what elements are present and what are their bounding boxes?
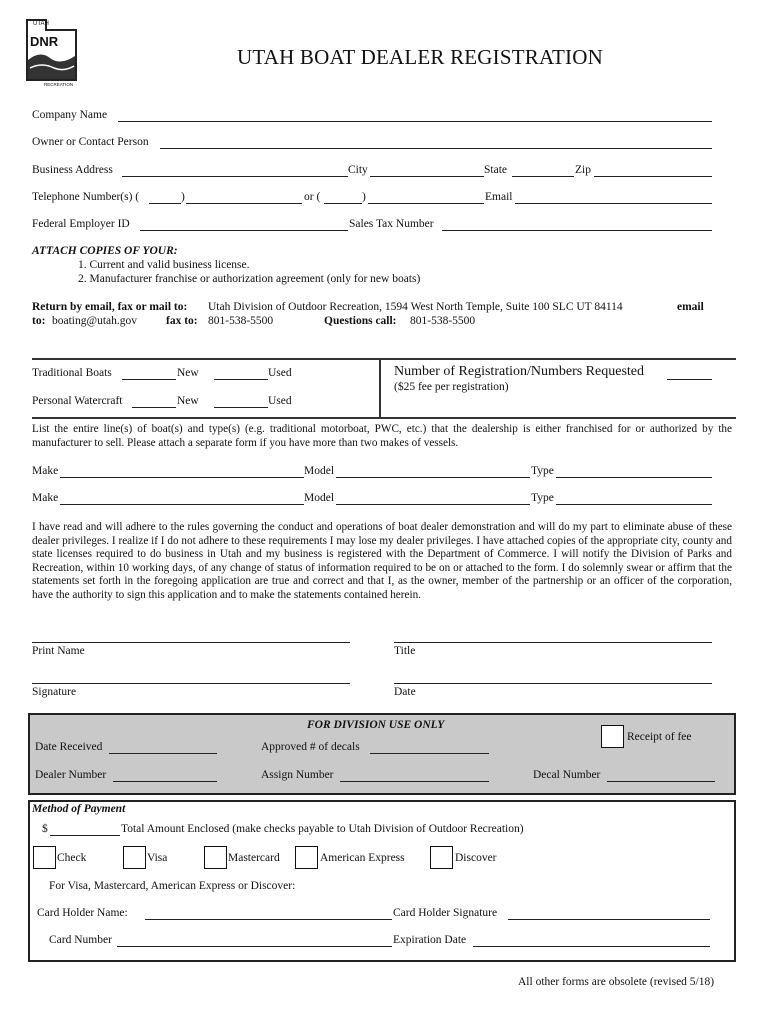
telephone2-field[interactable] bbox=[368, 203, 484, 204]
model-field-2[interactable] bbox=[336, 504, 530, 505]
decal-number-field[interactable] bbox=[607, 781, 715, 782]
return-address: Utah Division of Outdoor Recreation, 1594 West North Temple, Suite 100 SLC UT 84114 bbox=[208, 301, 623, 313]
return-lead: Return by email, fax or mail to: bbox=[32, 301, 188, 313]
discover-label: Discover bbox=[455, 852, 497, 864]
telephone-label: Telephone Number(s) ( bbox=[32, 191, 140, 203]
city-label: City bbox=[348, 164, 368, 176]
dnr-logo bbox=[24, 16, 80, 88]
assign-number-field[interactable] bbox=[340, 781, 489, 782]
return-email[interactable]: boating@utah.gov bbox=[52, 315, 138, 327]
make-field-2[interactable] bbox=[60, 504, 304, 505]
section-vertical-divider bbox=[379, 360, 381, 418]
dollar-sign: $ bbox=[42, 823, 48, 835]
logo-bottom-text: RECREATION bbox=[44, 82, 74, 87]
total-amount-field[interactable] bbox=[50, 835, 120, 836]
attach-item-1: 1. Current and valid business license. bbox=[78, 259, 250, 271]
card-holder-field[interactable] bbox=[145, 919, 392, 920]
visa-checkbox[interactable] bbox=[123, 846, 146, 869]
check-checkbox[interactable] bbox=[33, 846, 56, 869]
traditional-used-label: Used bbox=[268, 367, 292, 379]
american-express-label: American Express bbox=[320, 852, 405, 864]
telephone-area-field[interactable] bbox=[149, 203, 181, 204]
numbers-requested-label: Number of Registration/Numbers Requested bbox=[394, 364, 645, 379]
decal-number-label: Decal Number bbox=[533, 769, 601, 781]
owner-label: Owner or Contact Person bbox=[32, 136, 149, 148]
city-field[interactable] bbox=[370, 176, 484, 177]
pwc-used-field[interactable] bbox=[214, 407, 268, 408]
boat-lines-instructions: List the entire line(s) of boat(s) and type(s) (e.g. traditional motorboat, PWC, etc.) that the dealership is either franchised for or authorized by the manufacturer to sell. Please attach a separate form if you have more than two makes of vessels. bbox=[32, 423, 732, 449]
zip-label: Zip bbox=[575, 164, 591, 176]
sales-tax-label: Sales Tax Number bbox=[349, 218, 434, 230]
make-label-2: Make bbox=[32, 492, 59, 504]
make-label-1: Make bbox=[32, 465, 59, 477]
questions-label: Questions call: bbox=[324, 315, 397, 327]
approved-label: Approved # of decals bbox=[261, 741, 360, 753]
business-address-field[interactable] bbox=[122, 176, 348, 177]
discover-checkbox[interactable] bbox=[430, 846, 453, 869]
expiration-field[interactable] bbox=[473, 946, 710, 947]
telephone-field[interactable] bbox=[186, 203, 302, 204]
assign-number-label: Assign Number bbox=[261, 769, 334, 781]
model-label-1: Model bbox=[304, 465, 335, 477]
mastercard-label: Mastercard bbox=[228, 852, 280, 864]
federal-id-field[interactable] bbox=[140, 230, 348, 231]
logo-top-text: UTAH bbox=[33, 21, 49, 27]
fax-label: fax to: bbox=[166, 315, 198, 327]
email-label: Email bbox=[485, 191, 513, 203]
telephone2-close-paren: ) bbox=[362, 191, 366, 203]
signature-label: Signature bbox=[32, 686, 77, 698]
footer-note: All other forms are obsolete (revised 5/18) bbox=[518, 976, 715, 988]
state-field[interactable] bbox=[512, 176, 574, 177]
company-name-label: Company Name bbox=[32, 109, 108, 121]
visa-label: Visa bbox=[147, 852, 168, 864]
email-field[interactable] bbox=[515, 203, 712, 204]
print-name-label: Print Name bbox=[32, 645, 85, 657]
federal-id-label: Federal Employer ID bbox=[32, 218, 130, 230]
or-label: or ( bbox=[304, 191, 321, 203]
approved-field[interactable] bbox=[370, 753, 489, 754]
date-label: Date bbox=[394, 686, 416, 698]
card-signature-label: Card Holder Signature bbox=[393, 907, 498, 919]
pwc-used-label: Used bbox=[268, 395, 292, 407]
date-received-label: Date Received bbox=[35, 741, 103, 753]
dealer-statement: I have read and will adhere to the rules governing the conduct and operations of boat dealer demonstration and will do my part to eliminate abuse of these dealer privileges. I realize if I do not adhere to these requirements I may lose my dealer privileges. I have attached copies of the appropriate city, county and state licenses required to do business in Utah and my business is registered with the Department of Commerce. I will notify the Division of Parks and Recreation, within 10 working days, of any change of status of information required to be on or attached to the form. I do solemnly swear or affirm that the statements set forth in the foregoing application are true and correct and that I, as the owner, member of the partnership or an officer of the corporation, have the authority to sign this application and to make the statements contained herein. bbox=[32, 521, 732, 601]
fee-note: ($25 fee per registration) bbox=[394, 381, 509, 393]
pwc-label: Personal Watercraft bbox=[32, 395, 123, 407]
business-address-label: Business Address bbox=[32, 164, 113, 176]
zip-field[interactable] bbox=[594, 176, 712, 177]
dealer-number-label: Dealer Number bbox=[35, 769, 107, 781]
telephone2-area-field[interactable] bbox=[324, 203, 362, 204]
attach-heading: ATTACH COPIES OF YOUR: bbox=[32, 245, 178, 257]
traditional-used-field[interactable] bbox=[214, 379, 268, 380]
mastercard-checkbox[interactable] bbox=[204, 846, 227, 869]
receipt-label: Receipt of fee bbox=[627, 731, 692, 743]
title-field[interactable] bbox=[394, 642, 712, 643]
traditional-boats-label: Traditional Boats bbox=[32, 367, 112, 379]
card-signature-field[interactable] bbox=[508, 919, 710, 920]
fax-number: 801-538-5500 bbox=[208, 315, 274, 327]
payment-heading: Method of Payment bbox=[32, 803, 126, 815]
return-email-label: email bbox=[677, 301, 704, 313]
date-field[interactable] bbox=[394, 683, 712, 684]
division-heading: FOR DIVISION USE ONLY bbox=[307, 719, 445, 731]
company-name-field[interactable] bbox=[118, 121, 712, 122]
total-amount-label: Total Amount Enclosed (make checks payable to Utah Division of Outdoor Recreation) bbox=[121, 823, 524, 835]
card-holder-label: Card Holder Name: bbox=[37, 907, 128, 919]
print-name-field[interactable] bbox=[32, 642, 350, 643]
numbers-requested-field[interactable] bbox=[667, 379, 712, 380]
model-field-1[interactable] bbox=[336, 477, 530, 478]
check-label: Check bbox=[57, 852, 87, 864]
page-title: UTAH BOAT DEALER REGISTRATION bbox=[237, 45, 603, 69]
return-to-label: to: bbox=[32, 315, 46, 327]
pwc-new-label: New bbox=[177, 395, 199, 407]
sales-tax-field[interactable] bbox=[442, 230, 712, 231]
model-label-2: Model bbox=[304, 492, 335, 504]
state-label: State bbox=[484, 164, 507, 176]
make-field-1[interactable] bbox=[60, 477, 304, 478]
attach-item-2: 2. Manufacturer franchise or authorization agreement (only for new boats) bbox=[78, 273, 421, 285]
signature-field[interactable] bbox=[32, 683, 350, 684]
traditional-new-field[interactable] bbox=[122, 379, 176, 380]
card-number-label: Card Number bbox=[49, 934, 112, 946]
american-express-checkbox[interactable] bbox=[295, 846, 318, 869]
dealer-number-field[interactable] bbox=[113, 781, 217, 782]
receipt-checkbox[interactable] bbox=[601, 725, 624, 748]
pwc-new-field[interactable] bbox=[132, 407, 176, 408]
card-note: For Visa, Mastercard, American Express or Discover: bbox=[49, 880, 296, 892]
title-label: Title bbox=[394, 645, 416, 657]
date-received-field[interactable] bbox=[109, 753, 217, 754]
card-number-field[interactable] bbox=[117, 946, 392, 947]
type-field-1[interactable] bbox=[556, 477, 712, 478]
section-divider-bottom bbox=[32, 417, 736, 419]
section-divider-top bbox=[32, 358, 736, 360]
expiration-label: Expiration Date bbox=[393, 934, 467, 946]
type-label-1: Type bbox=[531, 465, 554, 477]
logo-main-text: DNR bbox=[30, 34, 59, 49]
telephone-close-paren: ) bbox=[181, 191, 185, 203]
type-label-2: Type bbox=[531, 492, 554, 504]
questions-number: 801-538-5500 bbox=[410, 315, 476, 327]
owner-field[interactable] bbox=[160, 148, 712, 149]
type-field-2[interactable] bbox=[556, 504, 712, 505]
traditional-new-label: New bbox=[177, 367, 199, 379]
